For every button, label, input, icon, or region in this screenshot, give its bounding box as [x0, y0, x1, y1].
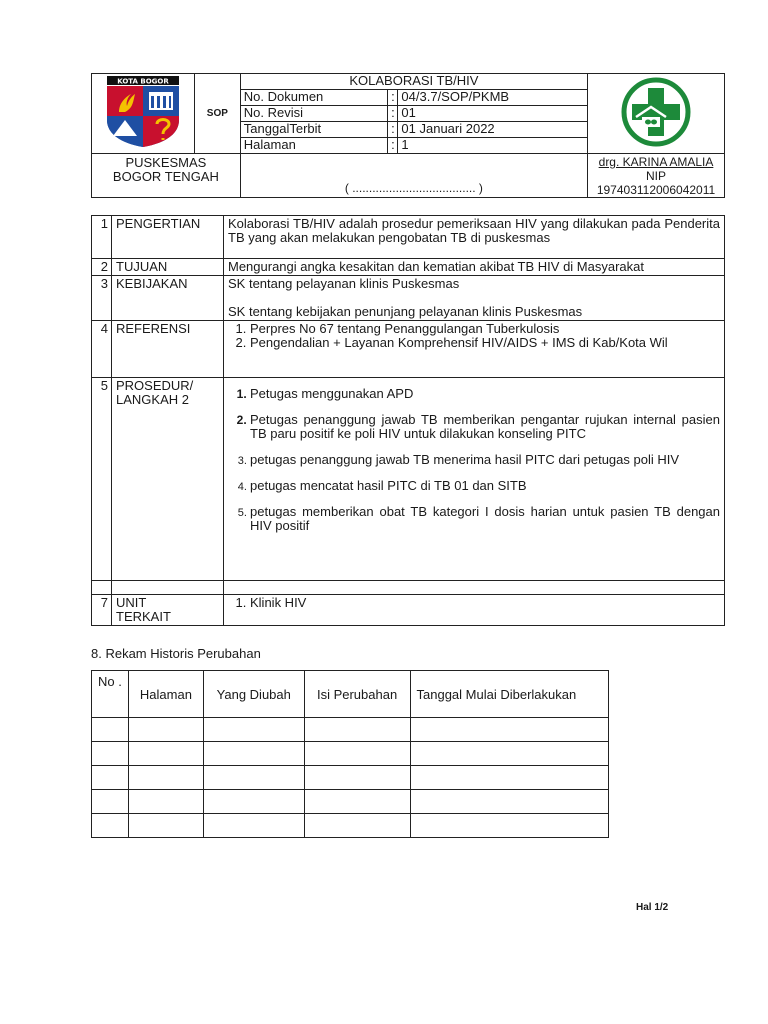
section-heading: TUJUAN: [112, 259, 224, 276]
column-header: Isi Perubahan: [304, 671, 410, 718]
section-number: 5: [92, 378, 112, 581]
puskesmas-logo-cell: [588, 74, 725, 154]
section-body: [224, 321, 725, 378]
section-number: 1: [92, 216, 112, 259]
list-item: 2. Pengendalian + Layanan Komprehensif HIV/AIDS + IMS di Kab/Kota Wil: [250, 336, 720, 350]
list-item: 1. Perpres No 67 tentang Penanggulangan Tuberkulosis: [250, 322, 720, 336]
section-row-unit-terkait: [92, 595, 725, 626]
policy-line: SK tentang pelayanan klinis Puskesmas: [228, 276, 460, 291]
procedure-steps: [228, 387, 720, 533]
meta-value: 01 Januari 2022: [398, 122, 588, 138]
section-number: 7: [92, 595, 112, 626]
history-header-row: [92, 671, 609, 718]
kota-bogor-emblem-icon: [103, 76, 183, 148]
section-row-prosedur: [92, 378, 725, 581]
reference-list: [228, 322, 720, 350]
document-header: [91, 73, 725, 198]
section-row-referensi: [92, 321, 725, 378]
signer-cell: [588, 154, 725, 198]
section-text: Kolaborasi TB/HIV adalah prosedur pemeriksaan HIV yang dilakukan pada Penderita TB yang akan melakukan pengobatan TB di puskesmas: [224, 216, 725, 259]
meta-label: No. Dokumen: [240, 90, 388, 106]
document-title: KOLABORASI TB/HIV: [240, 74, 587, 90]
list-item: 5. petugas memberikan obat TB kategori I dosis harian untuk pasien TB dengan HIV positif: [250, 505, 720, 533]
section-number: 2: [92, 259, 112, 276]
section-row-tujuan: [92, 259, 725, 276]
table-row: [92, 766, 609, 790]
meta-colon: :: [388, 106, 398, 122]
meta-colon: :: [388, 90, 398, 106]
column-header: No .: [92, 671, 129, 718]
city-logo-cell: [92, 74, 195, 154]
policy-line: SK tentang kebijakan penunjang pelayanan klinis Puskesmas: [228, 304, 583, 319]
section-row-kebijakan: [92, 276, 725, 321]
meta-label: TanggalTerbit: [240, 122, 388, 138]
section-heading: [112, 595, 224, 626]
meta-colon: :: [388, 138, 398, 154]
organization-cell: [92, 154, 241, 198]
section-heading-line: TERKAIT: [116, 609, 171, 624]
section-body: [224, 378, 725, 581]
table-row: [92, 742, 609, 766]
meta-value: 04/3.7/SOP/PKMB: [398, 90, 588, 106]
section-heading: KEBIJAKAN: [112, 276, 224, 321]
list-item: 1. Klinik HIV: [250, 596, 720, 610]
city-label: KOTA BOGOR: [117, 77, 169, 86]
column-header: Yang Diubah: [203, 671, 304, 718]
column-header: Tanggal Mulai Diberlakukan: [410, 671, 609, 718]
list-item: 2. Petugas penanggung jawab TB memberikan pengantar rujukan internal pasien TB paru positif ke poli HIV untuk dilakukan konseling PITC: [250, 413, 720, 441]
list-item: 1. Petugas menggunakan APD: [250, 387, 720, 401]
meta-value: 01: [398, 106, 588, 122]
section-number: 3: [92, 276, 112, 321]
signer-name: drg. KARINA AMALIA: [598, 155, 714, 169]
meta-label: No. Revisi: [240, 106, 388, 122]
section-heading-line: PROSEDUR/: [116, 378, 194, 393]
sop-content-table: [91, 215, 725, 626]
meta-value: 1: [398, 138, 588, 154]
section-heading-line: LANGKAH 2: [116, 392, 189, 407]
table-row: [92, 718, 609, 742]
section-heading: PENGERTIAN: [112, 216, 224, 259]
table-row: [92, 814, 609, 838]
signer-nip: NIP 197403112006042011: [596, 169, 716, 197]
section-number: 4: [92, 321, 112, 378]
organization-line1: PUSKESMAS: [125, 155, 207, 170]
history-table: [91, 670, 609, 838]
section-heading: [112, 378, 224, 581]
list-item: 3. petugas penanggung jawab TB menerima hasil PITC dari petugas poli HIV: [250, 453, 720, 467]
list-item: 4. petugas mencatat hasil PITC di TB 01 dan SITB: [250, 479, 720, 493]
section-body: [224, 595, 725, 626]
sop-label: SOP: [194, 74, 240, 154]
section-row-pengertian: [92, 216, 725, 259]
meta-colon: :: [388, 122, 398, 138]
section-heading: REFERENSI: [112, 321, 224, 378]
section-heading-line: UNIT: [116, 595, 147, 610]
organization-line2: BOGOR TENGAH: [112, 169, 219, 184]
column-header: Halaman: [128, 671, 203, 718]
section-text: Mengurangi angka kesakitan dan kematian akibat TB HIV di Masyarakat: [224, 259, 725, 276]
puskesmas-logo-icon: [615, 77, 697, 147]
page-number: Hal 1/2: [636, 902, 669, 913]
history-title: 8. Rekam Historis Perubahan: [91, 646, 261, 661]
table-row: [92, 790, 609, 814]
signature-placeholder: ( ..................................... ): [240, 154, 587, 198]
section-body: [224, 276, 725, 321]
related-unit-list: [228, 596, 720, 610]
meta-label: Halaman: [240, 138, 388, 154]
section-row-empty: [92, 581, 725, 595]
